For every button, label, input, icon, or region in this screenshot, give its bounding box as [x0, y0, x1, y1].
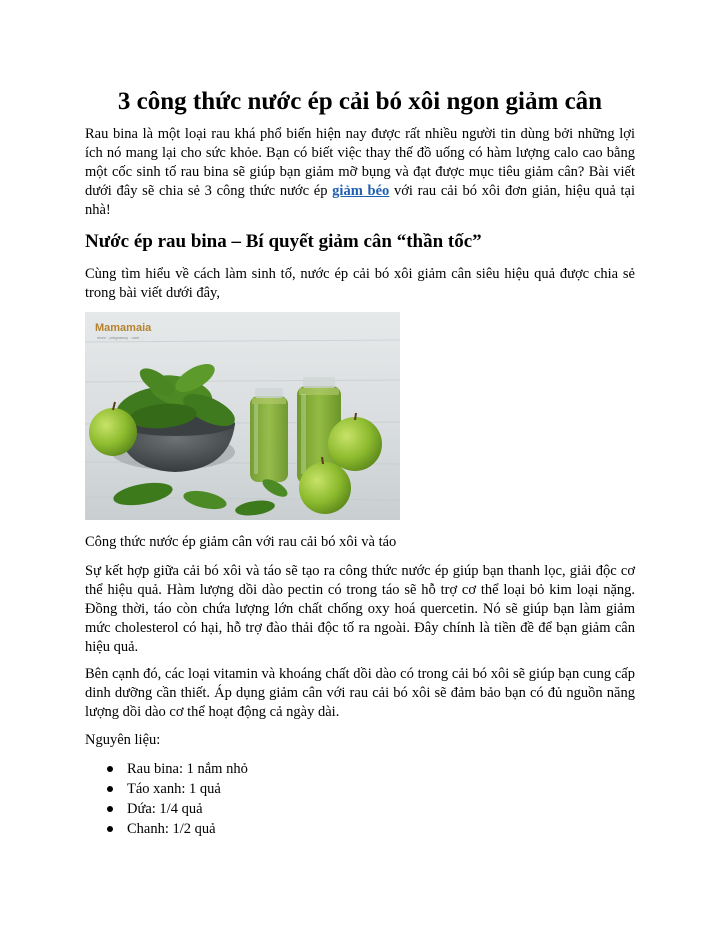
- intro-text-before: Rau bina là một loại rau khá phổ biến hiện nay được rất nhiều người tin dùng bởi những lợi ích nó mang lại cho sức khỏe. Bạn có biết việc thay thế đồ uống có hàm lượng calo cao bằng một cốc sinh tố rau bina sẽ giúp bạn giảm mỡ bụng và đạt được mục tiêu giảm cân? Bài viết dưới đây sẽ chia sẻ 3 công thức nước ép: [85, 126, 635, 199]
- list-item: [85, 759, 248, 779]
- bullet-icon: [107, 826, 113, 832]
- intro-text-after: với rau cải bó xôi đơn giản, hiệu quả tại nhà!: [85, 183, 635, 218]
- spinach-juice-photo: [85, 312, 400, 520]
- list-item: [85, 819, 248, 839]
- list-item: [85, 779, 248, 799]
- section-heading: Nước ép rau bina – Bí quyết giảm cân “thần tốc”: [85, 231, 482, 252]
- body-paragraph-2: Bên cạnh đó, các loại vitamin và khoáng chất dồi dào có trong cải bó xôi sẽ giúp bạn cung cấp dinh dưỡng cần thiết. Áp dụng giảm cân với rau cải bó xôi sẽ đảm bảo bạn có đủ nguồn năng lượng dồi dào cơ thể hoạt động cả ngày dài.: [85, 666, 635, 720]
- weight-loss-link[interactable]: giảm béo: [332, 183, 390, 199]
- brand-logo-tagline: mom · pregnancy · care: [97, 335, 140, 340]
- section-intro: Cùng tìm hiểu về cách làm sinh tố, nước ép cải bó xôi giảm cân siêu hiệu quả được chia sẻ trong bài viết dưới đây,: [85, 266, 635, 301]
- intro-paragraph: [85, 125, 635, 220]
- juice-illustration: [85, 312, 400, 520]
- brand-logo-text: Mamamaia: [95, 322, 152, 334]
- page-title: 3 công thức nước ép cải bó xôi ngon giảm cân: [117, 88, 603, 115]
- bullet-icon: [107, 786, 113, 792]
- list-item-text: Chanh: 1/2 quả: [127, 821, 216, 837]
- ingredients-list: [85, 759, 248, 839]
- image-caption: Công thức nước ép giảm cân với rau cải bó xôi và táo: [85, 534, 397, 550]
- bullet-icon: [107, 806, 113, 812]
- list-item: [85, 799, 248, 819]
- ingredients-label: Nguyên liệu:: [85, 732, 161, 748]
- bullet-icon: [107, 766, 113, 772]
- list-item-text: Táo xanh: 1 quả: [127, 781, 221, 797]
- body-paragraph-1: Sự kết hợp giữa cải bó xôi và táo sẽ tạo ra công thức nước ép giúp bạn thanh lọc, giải độc cơ thể hiệu quả. Hàm lượng dồi dào pectin có trong táo sẽ hỗ trợ cơ thể loại bỏ kim loại nặng. Đồng thời, táo còn chứa lượng lớn chất chống oxy hoá quercetin. Nó sẽ giúp bạn làm giảm mức cholesterol có hại, hỗ trợ đào thải độc tố ra ngoài. Đây chính là tiền đề để bạn giảm cân hiệu quả.: [85, 563, 635, 655]
- list-item-text: Rau bina: 1 nắm nhỏ: [127, 761, 248, 777]
- list-item-text: Dứa: 1/4 quả: [127, 801, 203, 817]
